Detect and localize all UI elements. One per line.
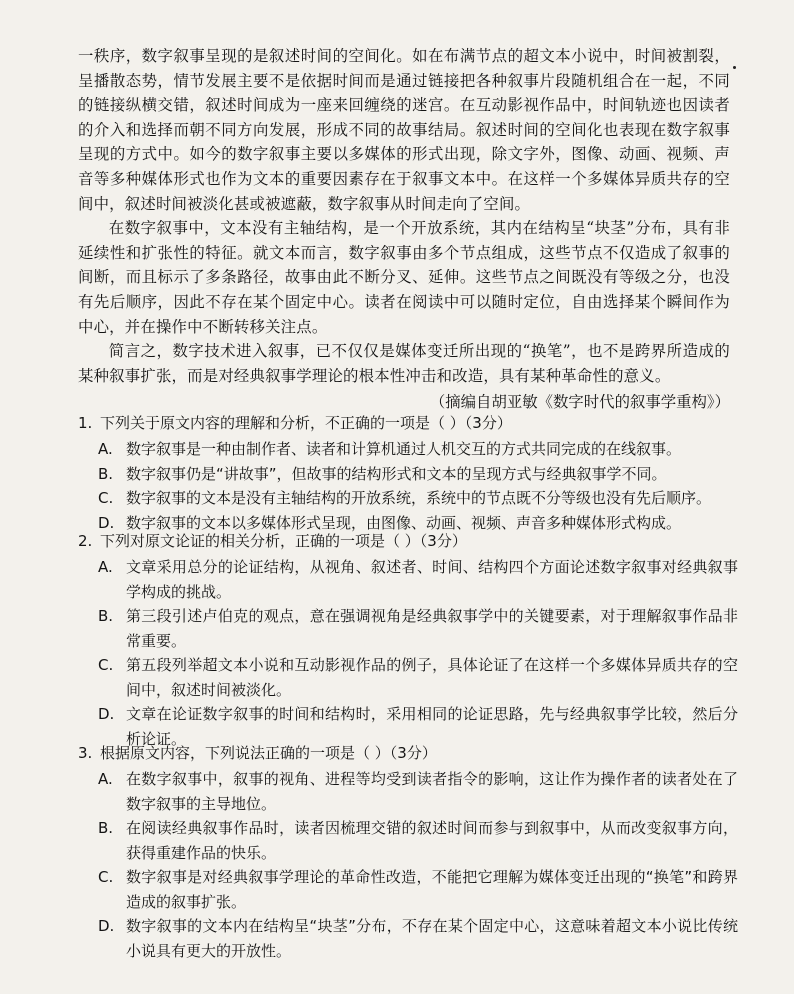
option-b[interactable]: B. 第三段引述卢伯克的观点，意在强调视角是经典叙事学中的关键要素，对于理解叙事作品非常重要。	[98, 607, 738, 650]
reading-passage	[78, 44, 730, 414]
question-stem: 下列对原文论证的相关分析，正确的一项是（ ）（3分）	[100, 532, 467, 550]
option-c[interactable]: C. 数字叙事的文本是没有主轴结构的开放系统，系统中的节点既不分等级也没有先后顺序。	[98, 489, 712, 507]
question-number: 2.	[78, 532, 93, 550]
question-1	[78, 412, 738, 535]
option-b[interactable]: B. 数字叙事仍是“讲故事”，但故事的结构形式和文本的呈现方式与经典叙事学不同。	[98, 464, 667, 483]
option-d[interactable]: D. 文章在论证数字叙事的时间和结构时，采用相同的论证思路，先与经典叙事学比较，然后分析论证。	[98, 705, 738, 748]
question-number: 3.	[78, 744, 93, 762]
question-stem: 根据原文内容，下列说法正确的一项是（ ）（3分）	[100, 744, 437, 762]
question-stem: 下列关于原文内容的理解和分析，不正确的一项是（ ）（3分）	[100, 414, 512, 432]
question-3	[78, 742, 738, 963]
option-a[interactable]: A. 文章采用总分的论证结构，从视角、叙述者、时间、结构四个方面论述数字叙事对经典叙事学构成的挑战。	[98, 558, 738, 601]
option-c[interactable]: C. 第五段列举超文本小说和互动影视作品的例子，具体论证了在这样一个多媒体异质共存的空间中，叙述时间被淡化。	[98, 656, 738, 699]
option-c[interactable]: C. 数字叙事是对经典叙事学理论的革命性改造，不能把它理解为媒体变迁出现的“换笔”和跨界造成的叙事扩张。	[98, 868, 738, 911]
passage-paragraph-3: 简言之，数字技术进入叙事，已不仅仅是媒体变迁所出现的“换笔”，也不是跨界所造成的某种叙事扩张，而是对经典叙事学理论的根本性冲击和改造，具有某种革命性的意义。	[78, 342, 730, 385]
option-a[interactable]: A. 在数字叙事中，叙事的视角、进程等均受到读者指令的影响，这让作为操作者的读者处在了数字叙事的主导地位。	[98, 770, 738, 813]
passage-paragraph-2: 在数字叙事中，文本没有主轴结构，是一个开放系统，其内在结构呈“块茎”分布，具有非延续性和扩张性的特征。就文本而言，数字叙事由多个节点组成，这些节点不仅造成了叙事的间断，而且标示了多条路径，故事由此不断分叉、延伸。这些节点之间既没有等级之分，也没有先后顺序，因此不存在某个固定中心。读者在阅读中可以随时定位，自由选择某个瞬间作为中心，并在操作中不断转移关注点。	[78, 219, 730, 336]
option-d[interactable]: D. 数字叙事的文本内在结构呈“块茎”分布，不存在某个固定中心，这意味着超文本小说比传统小说具有更大的开放性。	[98, 917, 738, 960]
ink-dot	[733, 66, 736, 69]
option-a[interactable]: A. 数字叙事是一种由制作者、读者和计算机通过人机交互的方式共同完成的在线叙事。	[98, 440, 682, 458]
question-number: 1.	[78, 414, 93, 432]
passage-source: （摘编自胡亚敏《数字时代的叙事学重构》）	[429, 393, 730, 412]
question-2	[78, 530, 738, 751]
passage-paragraph-1: 一秩序，数字叙事呈现的是叙述时间的空间化。如在布满节点的超文本小说中，时间被割裂，呈播散态势，情节发展主要不是依据时间而是通过链接把各种叙事片段随机组合在一起，不同的链接纵横交错，叙述时间成为一座来回缠绕的迷宫。在互动影视作品中，时间轨迹也因读者的介入和选择而朝不同方向发展，形成不同的故事结局。叙述时间的空间化也表现在数字叙事呈现的方式中。如今的数字叙事主要以多媒体的形式出现，除文字外，图像、动画、视频、声音等多种媒体形式也作为文本的重要因素存在于叙事文本中。在这样一个多媒体异质共存的空间中，叙述时间被淡化甚或被遮蔽，数字叙事从时间走向了空间。	[78, 47, 730, 213]
option-d[interactable]: D. 数字叙事的文本以多媒体形式呈现，由图像、动画、视频、声音多种媒体形式构成。	[98, 513, 682, 532]
option-b[interactable]: B. 在阅读经典叙事作品时，读者因梳理交错的叙述时间而参与到叙事中，从而改变叙事方向，获得重建作品的快乐。	[98, 819, 738, 862]
